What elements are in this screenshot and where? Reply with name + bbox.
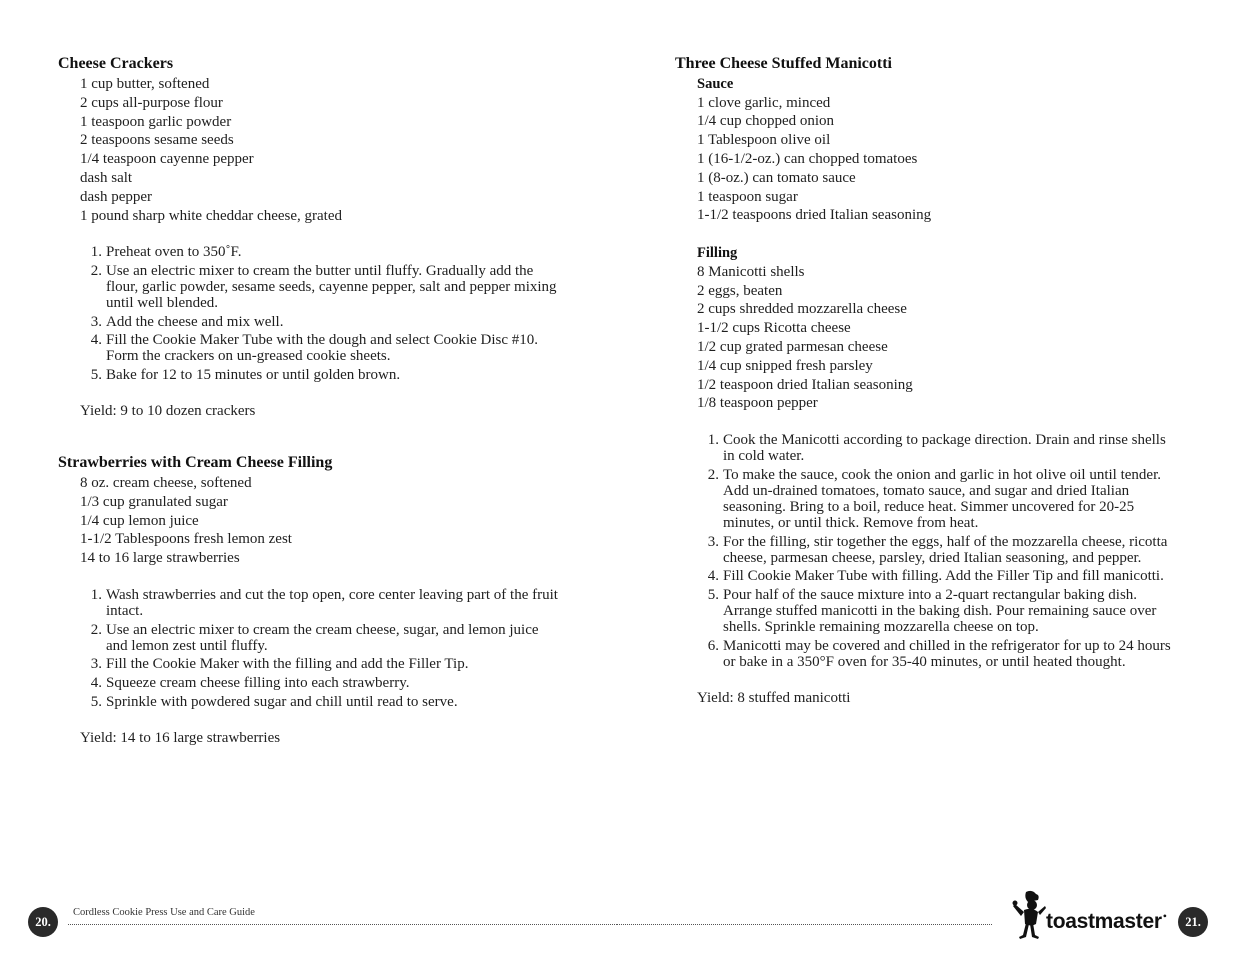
step-number: 2. — [90, 263, 102, 280]
recipe-title: Three Cheese Stuffed Manicotti — [675, 55, 892, 72]
step-item — [58, 314, 563, 330]
recipe-manicotti — [675, 54, 1175, 708]
step-text: Use an electric mixer to cream the butter until fluffy. Gradually add the flour, garlic powder, sesame seeds, cayenne pepper, salt and pepper mixing until well blended. — [106, 263, 557, 312]
step-list — [58, 587, 563, 710]
recipe-strawberries — [58, 453, 563, 748]
step-number: 3. — [90, 656, 102, 673]
ingredient-item: 2 eggs, beaten — [697, 282, 783, 299]
ingredient-item: 2 cups all-purpose flour — [80, 94, 223, 111]
step-text: Cook the Manicotti according to package direction. Drain and rinse shells in cold water. — [723, 432, 1166, 465]
page-number-badge: 20. — [28, 907, 58, 937]
ingredient-item: 1/2 teaspoon dried Italian seasoning — [697, 376, 913, 393]
filling-heading: Filling — [697, 245, 738, 262]
ingredient-item: 1/4 cup chopped onion — [697, 113, 835, 130]
step-list — [675, 432, 1175, 669]
step-item — [58, 622, 563, 654]
step-number: 1. — [90, 586, 102, 603]
step-item — [58, 332, 563, 364]
step-text: Pour half of the sauce mixture into a 2-quart rectangular baking dish. Arrange stuffed manicotti in the baking dish. Pour remaining sauce over shells. Sprinkle remaining mozzarella cheese on top. — [723, 586, 1157, 635]
footer-guide-title: Cordless Cookie Press Use and Care Guide — [73, 907, 255, 918]
chef-mascot-icon — [1012, 890, 1046, 940]
ingredient-item: 1/4 cup lemon juice — [80, 512, 199, 529]
step-text: For the filling, stir together the eggs, half of the mozzarella cheese, ricotta cheese, parmesan cheese, parsley, dried Italian seasoning, and pepper. — [723, 533, 1168, 566]
ingredient-item: dash pepper — [80, 188, 153, 205]
step-item — [58, 263, 563, 311]
ingredient-item: 2 teaspoons sesame seeds — [80, 132, 234, 149]
ingredient-item: 1 (8-oz.) can tomato sauce — [697, 169, 856, 186]
footer-dotted-rule — [68, 924, 617, 925]
step-item — [58, 675, 563, 691]
step-number: 3. — [90, 313, 102, 330]
step-number: 1. — [707, 432, 719, 449]
step-number: 5. — [90, 693, 102, 710]
step-number: 2. — [90, 621, 102, 638]
sauce-ingredient-list — [675, 94, 1175, 226]
step-item — [675, 432, 1175, 464]
ingredient-item: 1 pound sharp white cheddar cheese, grated — [80, 207, 342, 224]
left-page — [0, 0, 617, 954]
ingredient-item: 1-1/2 Tablespoons fresh lemon zest — [80, 531, 292, 548]
right-page — [617, 0, 1235, 954]
recipe-yield: Yield: 8 stuffed manicotti — [697, 689, 851, 706]
ingredient-item: 1 cup butter, softened — [80, 76, 210, 92]
step-item — [58, 694, 563, 710]
step-item — [58, 244, 563, 260]
step-item — [675, 587, 1175, 635]
ingredient-item: 1/2 cup grated parmesan cheese — [697, 338, 888, 355]
step-number: 3. — [707, 533, 719, 550]
step-text: Fill the Cookie Maker Tube with the dough and select Cookie Disc #10. Form the crackers on un-greased cookie sheets. — [106, 332, 539, 365]
step-number: 4. — [90, 675, 102, 692]
recipe-yield: Yield: 14 to 16 large strawberries — [80, 729, 281, 746]
sauce-heading: Sauce — [697, 76, 734, 92]
recipe-title: Cheese Crackers — [58, 55, 174, 72]
recipe-title: Strawberries with Cream Cheese Filling — [58, 454, 333, 471]
ingredient-item: 1 teaspoon garlic powder — [80, 113, 232, 130]
logo-wordmark: toastmaster — [1046, 910, 1162, 933]
filling-ingredient-list — [675, 263, 1175, 413]
ingredient-item: dash salt — [80, 169, 133, 186]
step-number: 4. — [707, 568, 719, 585]
step-list — [58, 244, 563, 383]
ingredient-item: 1-1/2 teaspoons dried Italian seasoning — [697, 207, 932, 224]
step-number: 5. — [90, 367, 102, 384]
step-item — [675, 534, 1175, 566]
ingredient-item: 8 oz. cream cheese, softened — [80, 475, 252, 491]
ingredient-item: 14 to 16 large strawberries — [80, 550, 240, 567]
step-number: 5. — [707, 586, 719, 603]
step-item — [675, 467, 1175, 531]
ingredient-item: 1 clove garlic, minced — [697, 94, 831, 111]
ingredient-item: 1 teaspoon sugar — [697, 188, 798, 205]
step-text: Fill the Cookie Maker with the filling and add the Filler Tip. — [106, 656, 469, 673]
step-text: Sprinkle with powdered sugar and chill until read to serve. — [106, 693, 458, 710]
step-number: 1. — [90, 244, 102, 261]
step-text: Bake for 12 to 15 minutes or until golden brown. — [106, 367, 401, 384]
ingredient-item: 1-1/2 cups Ricotta cheese — [697, 320, 851, 337]
ingredient-item: 1 Tablespoon olive oil — [697, 132, 831, 149]
ingredient-list — [58, 474, 563, 568]
step-item — [58, 656, 563, 672]
step-text: Use an electric mixer to cream the cream cheese, sugar, and lemon juice and lemon zest until fluffy. — [106, 621, 539, 654]
logo-registered-dot: • — [1162, 908, 1167, 923]
ingredient-item: 1 (16-1/2-oz.) can chopped tomatoes — [697, 150, 918, 167]
ingredient-item: 2 cups shredded mozzarella cheese — [697, 301, 907, 318]
ingredient-item: 1/4 teaspoon cayenne pepper — [80, 151, 254, 168]
ingredient-item: 1/3 cup granulated sugar — [80, 493, 228, 510]
recipe-cheese-crackers — [58, 54, 563, 421]
step-item — [58, 367, 563, 383]
step-number: 6. — [707, 637, 719, 654]
ingredient-item: 1/4 cup snipped fresh parsley — [697, 357, 873, 374]
step-text: Squeeze cream cheese filling into each strawberry. — [106, 675, 410, 692]
step-text: Preheat oven to 350˚F. — [106, 244, 242, 261]
ingredient-list — [58, 75, 563, 225]
step-item — [675, 638, 1175, 670]
step-number: 2. — [707, 466, 719, 483]
ingredient-item: 1/8 teaspoon pepper — [697, 395, 818, 412]
step-text: Fill Cookie Maker Tube with filling. Add the Filler Tip and fill manicotti. — [723, 568, 1164, 585]
footer-dotted-rule — [617, 924, 992, 925]
step-item — [675, 568, 1175, 584]
ingredient-item: 8 Manicotti shells — [697, 263, 805, 280]
step-text: Add the cheese and mix well. — [106, 313, 284, 330]
step-text: Manicotti may be covered and chilled in the refrigerator for up to 24 hours or bake in a 350°F oven for 35-40 minutes, or until heated thought. — [723, 637, 1171, 670]
step-number: 4. — [90, 332, 102, 349]
step-item — [58, 587, 563, 619]
recipe-yield: Yield: 9 to 10 dozen crackers — [80, 403, 256, 420]
toastmaster-logo — [1012, 890, 1167, 940]
step-text: To make the sauce, cook the onion and garlic in hot olive oil until tender. Add un-drained tomatoes, tomato sauce, and sugar and dried Italian seasoning. Bring to a boil, reduce heat. Simmer uncovered for 20-25 minutes, or until thick. Remove from heat. — [723, 466, 1162, 531]
step-text: Wash strawberries and cut the top open, core center leaving part of the fruit intact. — [106, 586, 558, 619]
page-number-badge: 21. — [1178, 907, 1208, 937]
